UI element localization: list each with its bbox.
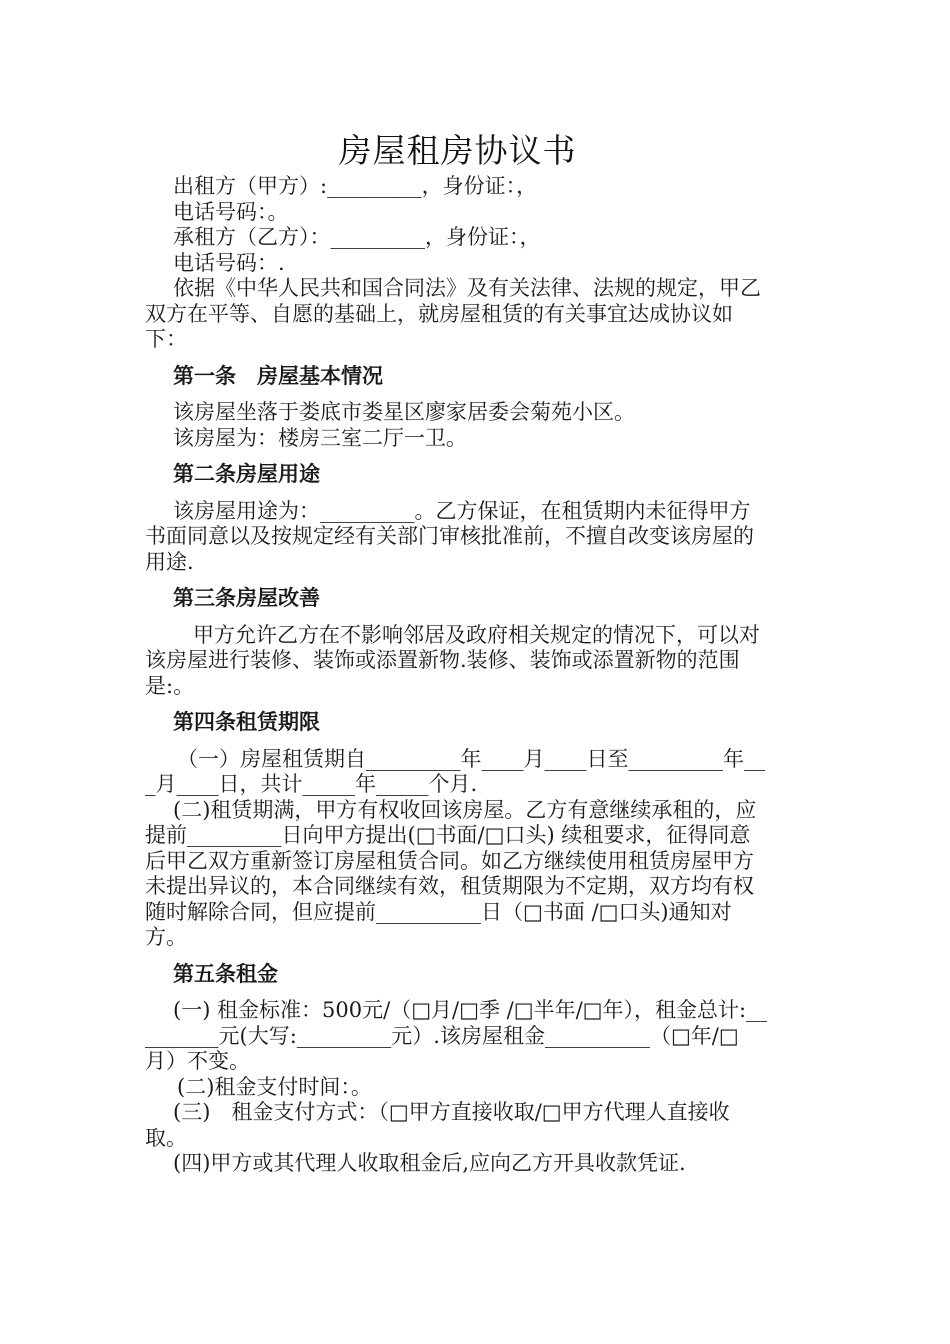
lessee-phone-line: 电话号码：.: [173, 250, 285, 275]
article-4-term: （一）房屋租赁期自_________年____月____日至_________年___月____日，共计_____年_____个月.: [145, 746, 765, 796]
document-title: 房屋租房协议书: [338, 131, 577, 170]
article-5-payment-method: (三) 租金支付方式：（□甲方直接收取/□甲方代理人直接收取。: [145, 1100, 730, 1150]
article-5-receipt: (四)甲方或其代理人收取租金后,应向乙方开具收款凭证.: [173, 1151, 686, 1175]
lessor-phone-line: 电话号码：。: [173, 199, 289, 224]
contract-document: [145, 128, 770, 1177]
lessee-line: 承租方（乙方）：_________，身份证：，: [173, 225, 541, 249]
article-4-heading: 第四条租赁期限: [173, 709, 320, 734]
article-1-heading: 第一条 房屋基本情况: [173, 362, 383, 388]
article-2-paragraph: 该房屋用途为：_________。乙方保证，在租赁期内未征得甲方书面同意以及按规定经有关部门审核批准前，不擅自改变该房屋的用途.: [145, 498, 754, 574]
article-1-layout: 该房屋为：楼房三室二厅一卫。: [173, 425, 467, 450]
lessor-line: 出租方（甲方）:_________，身份证：，: [173, 174, 538, 198]
preamble-paragraph: 依据《中华人民共和国合同法》及有关法律、法规的规定，甲乙双方在平等、自愿的基础上，就房屋租赁的有关事宜达成协议如下：: [145, 276, 761, 351]
article-1-location: 该房屋坐落于娄底市娄星区廖家居委会菊苑小区。: [173, 400, 635, 424]
article-4-renewal: (二)租赁期满，甲方有权收回该房屋。乙方有意继续承租的，应提前_________日向甲方提出(□书面/□口头) 续租要求，征得同意后甲乙双方重新签订房屋租赁合同。如乙方继续使用租赁房屋甲方未提出异议的，本合同继续有效，租赁期限为不定期，双方均有权随时解除合同，但应提前__________日（□书面 /□口头)通知对方。: [145, 797, 757, 949]
article-2-heading: 第二条房屋用途: [173, 461, 320, 486]
article-5-payment-time: (二)租金支付时间：。: [177, 1074, 372, 1099]
article-5-standard: (一) 租金标准：500元/（□月/□季 /□半年/□年），租金总计:_________元(大写:_________元）.该房屋租金__________（□年/□月）不变。: [145, 998, 768, 1073]
article-5-heading: 第五条租金: [173, 960, 278, 986]
article-3-heading: 第三条房屋改善: [173, 585, 320, 610]
article-3-paragraph: 甲方允许乙方在不影响邻居及政府相关规定的情况下，可以对该房屋进行装修、装饰或添置新物.装修、装饰或添置新物的范围是:。: [145, 622, 760, 698]
